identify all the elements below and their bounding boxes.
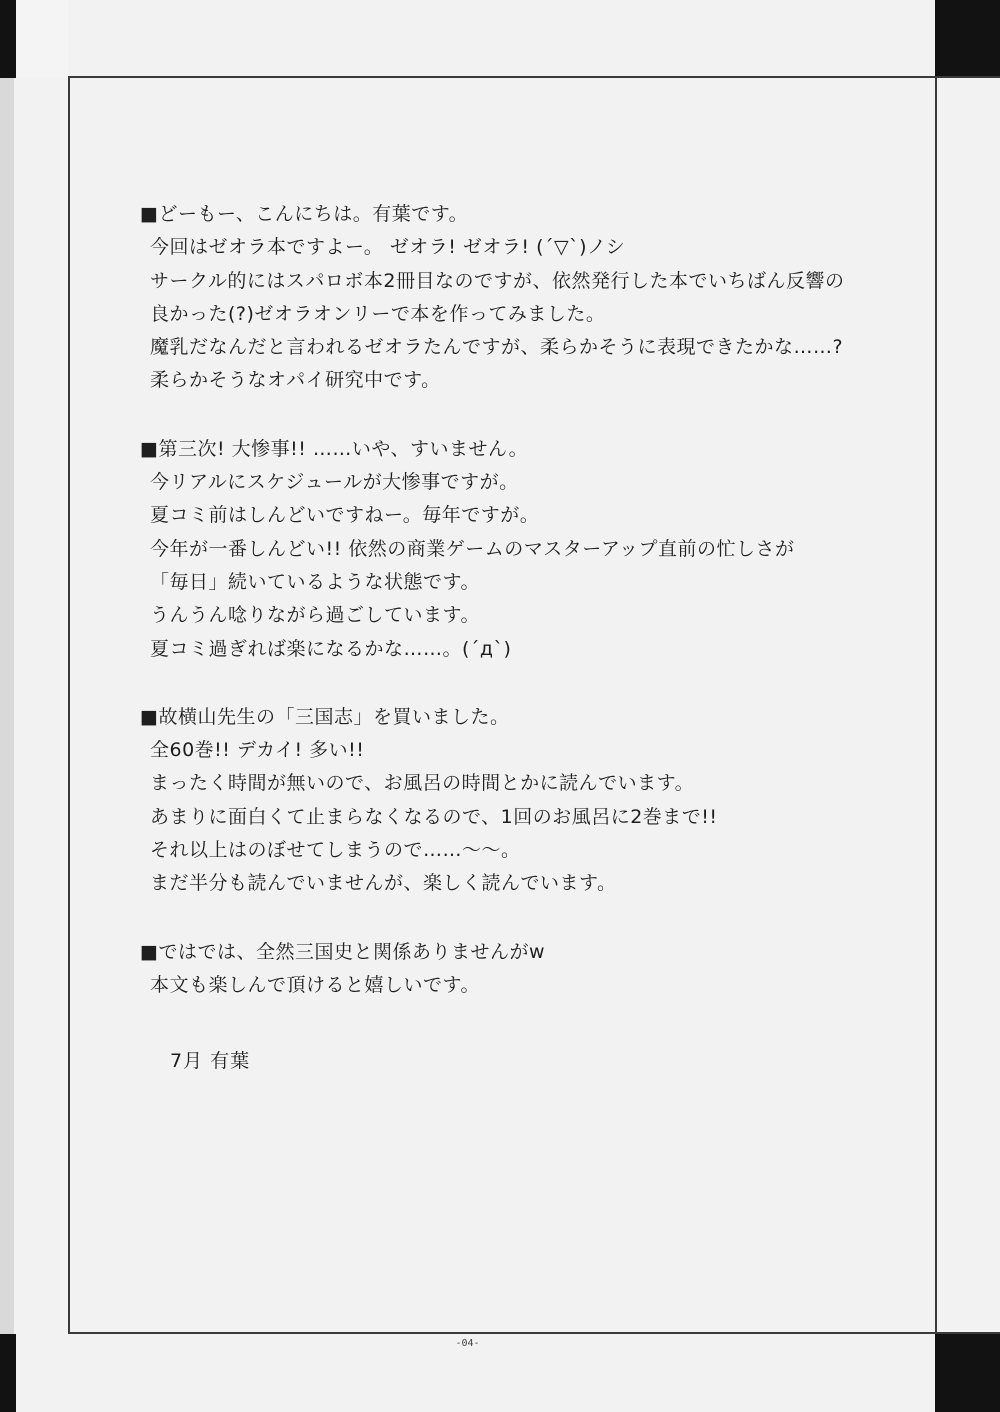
text-line: それ以上はのぼせてしまうので……〜〜。 [150, 839, 521, 862]
paragraph-closing [140, 936, 920, 1003]
text-line: 全60巻!! デカイ! 多い!! [150, 739, 365, 762]
text-line: あまりに面白くて止まらなくなるので、1回のお風呂に2巻まで!! [150, 805, 718, 828]
text-line: 本文も楽しんで頂けると嬉しいです。 [150, 973, 480, 996]
text-line: ■どーもー、こんにちは。有葉です。 [140, 203, 469, 225]
text-line: 今リアルにスケジュールが大惨事ですが。 [150, 471, 519, 494]
corner-block-top-right [935, 0, 1000, 78]
scan-left-edge [0, 0, 14, 1412]
text-line: まったく時間が無いので、お風呂の時間とかに読んでいます。 [150, 772, 695, 795]
frame-line-left [68, 76, 70, 1334]
frame-line-bottom [68, 1332, 1000, 1334]
paragraph-sangokushi [140, 701, 920, 901]
frame-line-top [68, 76, 1000, 78]
afterword-text [140, 198, 920, 1002]
text-line: うんうん唸りながら過ごしています。 [150, 604, 480, 627]
text-line: 魔乳だなんだと言われるゼオラたんですが、柔らかそうに表現できたかな……? [150, 336, 844, 359]
text-line: サークル的にはスパロボ本2冊目なのですが、依然発行した本でいちばん反響の [150, 269, 845, 292]
text-line: 夏コミ過ぎれば楽になるかな……。(´д`) [150, 637, 512, 660]
text-line: 良かった(?)ゼオラオンリーで本を作ってみました。 [150, 302, 606, 325]
text-line: 「毎日」続いているような状態です。 [150, 570, 480, 593]
text-line: 今回はゼオラ本ですよー。 ゼオラ! ゼオラ! (´▽`)ノシ [150, 236, 626, 259]
text-line: 柔らかそうなオパイ研究中です。 [150, 369, 441, 392]
text-line: まだ半分も読んでいませんが、楽しく読んでいます。 [150, 872, 617, 895]
text-line: ■ではでは、全然三国史と関係ありませんがw [140, 940, 545, 963]
corner-block-top-left [0, 0, 16, 78]
text-line: 夏コミ前はしんどいですねー。毎年ですが。 [150, 504, 540, 527]
page-number: -04- [455, 1338, 480, 1349]
paragraph-greeting [140, 198, 920, 398]
signature: 7月 有葉 [170, 1050, 251, 1072]
text-line: ■故横山先生の「三国志」を買いました。 [140, 705, 510, 728]
corner-block-bottom-right [935, 1334, 1000, 1412]
text-line: ■第三次! 大惨事!! ……いや、すいません。 [140, 437, 529, 460]
text-line: 今年が一番しんどい!! 依然の商業ゲームのマスターアップ直前の忙しさが [150, 537, 795, 560]
paragraph-schedule [140, 433, 920, 666]
corner-margin-top-left [16, 0, 68, 78]
frame-line-right [935, 76, 937, 1334]
